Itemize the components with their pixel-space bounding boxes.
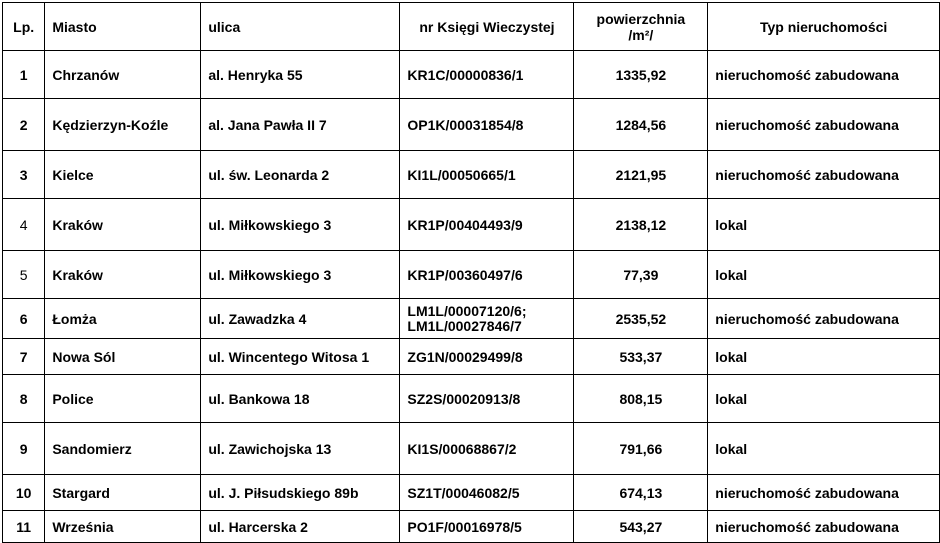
- cell-kw: PO1F/00016978/5: [400, 511, 574, 543]
- cell-kw: KR1P/00404493/9: [400, 199, 574, 251]
- table-row: [3, 199, 940, 251]
- header-lp: Lp.: [3, 3, 45, 51]
- cell-miasto: Kędzierzyn-Koźle: [45, 99, 201, 151]
- table-row: [3, 151, 940, 199]
- cell-lp: 2: [3, 99, 45, 151]
- cell-ulica: al. Jana Pawła II 7: [201, 99, 400, 151]
- cell-ulica: ul. Miłkowskiego 3: [201, 199, 400, 251]
- table-header-row: [3, 3, 940, 51]
- cell-ulica: ul. Bankowa 18: [201, 375, 400, 423]
- table-row: [3, 99, 940, 151]
- header-powierzchnia: [574, 3, 708, 51]
- header-miasto: Miasto: [45, 3, 201, 51]
- cell-powierzchnia: 674,13: [574, 475, 708, 511]
- cell-lp: 10: [3, 475, 45, 511]
- cell-kw: SZ1T/00046082/5: [400, 475, 574, 511]
- cell-kw: KI1S/00068867/2: [400, 423, 574, 475]
- table-row: [3, 339, 940, 375]
- cell-kw: [400, 299, 574, 339]
- table-row: [3, 511, 940, 543]
- cell-typ: nieruchomość zabudowana: [708, 151, 940, 199]
- cell-typ: nieruchomość zabudowana: [708, 99, 940, 151]
- property-table: [2, 2, 940, 543]
- header-powierzchnia-line2: /m²/: [628, 26, 654, 43]
- cell-ulica: ul. Miłkowskiego 3: [201, 251, 400, 299]
- cell-kw: SZ2S/00020913/8: [400, 375, 574, 423]
- table-row: [3, 299, 940, 339]
- cell-powierzchnia: 2535,52: [574, 299, 708, 339]
- cell-ulica: ul. Wincentego Witosa 1: [201, 339, 400, 375]
- cell-miasto: Kraków: [45, 199, 201, 251]
- cell-miasto: Kraków: [45, 251, 201, 299]
- cell-typ: lokal: [708, 423, 940, 475]
- cell-miasto: Kielce: [45, 151, 201, 199]
- header-ulica: ulica: [201, 3, 400, 51]
- cell-lp: 7: [3, 339, 45, 375]
- cell-lp: 5: [3, 251, 45, 299]
- cell-miasto: Police: [45, 375, 201, 423]
- cell-powierzchnia: 791,66: [574, 423, 708, 475]
- cell-ulica: ul. Harcerska 2: [201, 511, 400, 543]
- cell-kw: KR1P/00360497/6: [400, 251, 574, 299]
- table-row: [3, 375, 940, 423]
- cell-powierzchnia: 2121,95: [574, 151, 708, 199]
- header-powierzchnia-line1: powierzchnia: [596, 10, 686, 27]
- cell-miasto: Sandomierz: [45, 423, 201, 475]
- cell-powierzchnia: 2138,12: [574, 199, 708, 251]
- cell-miasto: Stargard: [45, 475, 201, 511]
- cell-lp: 6: [3, 299, 45, 339]
- table-row: [3, 475, 940, 511]
- cell-kw: KR1C/00000836/1: [400, 51, 574, 99]
- cell-typ: nieruchomość zabudowana: [708, 51, 940, 99]
- cell-powierzchnia: 77,39: [574, 251, 708, 299]
- header-kw: nr Księgi Wieczystej: [400, 3, 574, 51]
- cell-ulica: ul. Zawichojska 13: [201, 423, 400, 475]
- cell-kw: ZG1N/00029499/8: [400, 339, 574, 375]
- cell-ulica: ul. Zawadzka 4: [201, 299, 400, 339]
- cell-typ: nieruchomość zabudowana: [708, 511, 940, 543]
- cell-powierzchnia: 1335,92: [574, 51, 708, 99]
- cell-typ: lokal: [708, 199, 940, 251]
- cell-powierzchnia: 533,37: [574, 339, 708, 375]
- cell-lp: 4: [3, 199, 45, 251]
- table-row: [3, 51, 940, 99]
- cell-lp: 1: [3, 51, 45, 99]
- cell-kw: OP1K/00031854/8: [400, 99, 574, 151]
- cell-typ: nieruchomość zabudowana: [708, 475, 940, 511]
- cell-miasto: Września: [45, 511, 201, 543]
- cell-typ: nieruchomość zabudowana: [708, 299, 940, 339]
- cell-ulica: al. Henryka 55: [201, 51, 400, 99]
- cell-lp: 11: [3, 511, 45, 543]
- cell-powierzchnia: 543,27: [574, 511, 708, 543]
- cell-typ: lokal: [708, 251, 940, 299]
- cell-miasto: Nowa Sól: [45, 339, 201, 375]
- cell-typ: lokal: [708, 339, 940, 375]
- cell-lp: 3: [3, 151, 45, 199]
- cell-miasto: Chrzanów: [45, 51, 201, 99]
- cell-ulica: ul. J. Piłsudskiego 89b: [201, 475, 400, 511]
- header-typ: Typ nieruchomości: [708, 3, 940, 51]
- cell-lp: 8: [3, 375, 45, 423]
- cell-kw: KI1L/00050665/1: [400, 151, 574, 199]
- cell-powierzchnia: 1284,56: [574, 99, 708, 151]
- cell-miasto: Łomża: [45, 299, 201, 339]
- cell-typ: lokal: [708, 375, 940, 423]
- cell-kw-line2: LM1L/00027846/7: [407, 317, 522, 334]
- cell-lp: 9: [3, 423, 45, 475]
- cell-kw-line1: LM1L/00007120/6;: [407, 302, 527, 319]
- table-row: [3, 251, 940, 299]
- table-row: [3, 423, 940, 475]
- cell-ulica: ul. św. Leonarda 2: [201, 151, 400, 199]
- cell-powierzchnia: 808,15: [574, 375, 708, 423]
